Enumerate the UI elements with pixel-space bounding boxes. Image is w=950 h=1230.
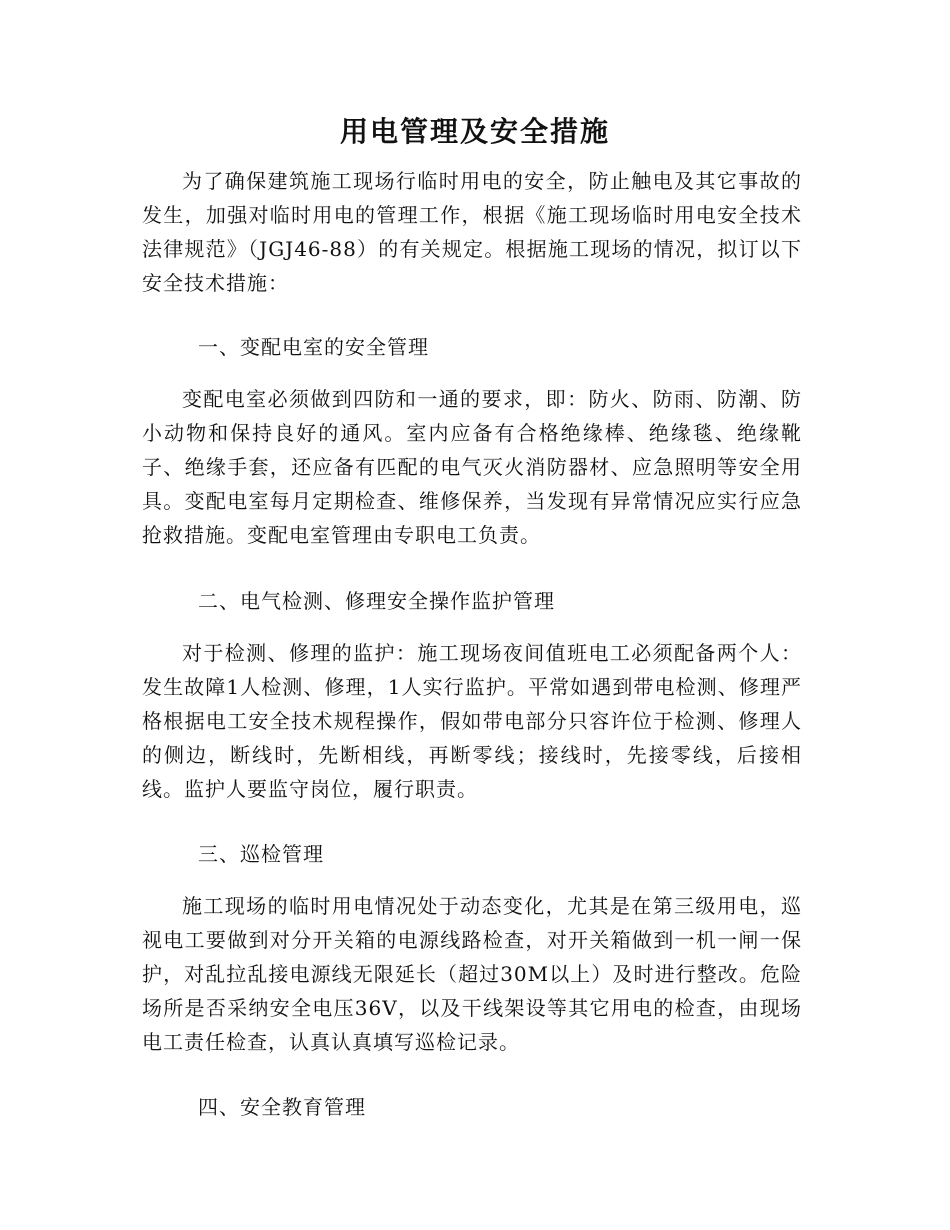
section-heading-4: 四、安全教育管理 bbox=[198, 1095, 366, 1119]
section-heading-3: 三、巡检管理 bbox=[198, 842, 324, 866]
section-heading-1: 一、变配电室的安全管理 bbox=[198, 335, 429, 359]
document-title: 用电管理及安全措施 bbox=[339, 115, 610, 148]
section-heading-2: 二、电气检测、修理安全操作监护管理 bbox=[198, 589, 555, 613]
intro-paragraph: 为了确保建筑施工现场行临时用电的安全，防止触电及其它事故的发生，加强对临时用电的管理工作，根据《施工现场临时用电安全技术法律规范》（JGJ46-88）的有关规定。根据施工现场的情况，拟订以下安全技术措施： bbox=[142, 169, 802, 295]
section-body-1: 变配电室必须做到四防和一通的要求，即：防火、防雨、防潮、防小动物和保持良好的通风。室内应备有合格绝缘棒、绝缘毯、绝缘靴子、绝缘手套，还应备有匹配的电气灭火消防器材、应急照明等安全用具。变配电室每月定期检查、维修保养，当发现有异常情况应实行应急抢救措施。变配电室管理由专职电工负责。 bbox=[142, 387, 802, 547]
section-body-2: 对于检测、修理的监护：施工现场夜间值班电工必须配备两个人：发生故障1人检测、修理，1人实行监护。平常如遇到带电检测、修理严格根据电工安全技术规程操作，假如带电部分只容许位于检测、修理人的侧边，断线时，先断相线，再断零线；接线时，先接零线，后接相线。监护人要监守岗位，履行职责。 bbox=[142, 641, 802, 801]
section-body-3: 施工现场的临时用电情况处于动态变化，尤其是在第三级用电，巡视电工要做到对分开关箱的电源线路检查，对开关箱做到一机一闸一保护，对乱拉乱接电源线无限延长（超过30M以上）及时进行整改。危险场所是否采纳安全电压36V，以及干线架设等其它用电的检查，由现场电工责任检查，认真认真填写巡检记录。 bbox=[142, 894, 802, 1054]
